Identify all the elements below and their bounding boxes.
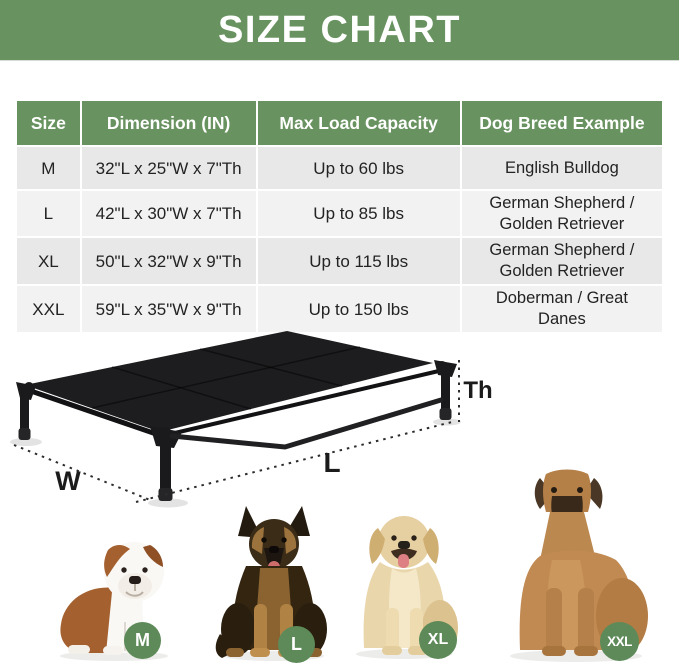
banner [0, 0, 679, 61]
col-header-breed: Dog Breed Example [462, 101, 662, 145]
size-cell: M [17, 147, 80, 189]
table-row [17, 238, 662, 284]
size-badge-m: M [124, 622, 161, 659]
table-row [17, 147, 662, 189]
width-dimension-line [14, 445, 150, 500]
width-dimension-label: W [55, 466, 81, 496]
capacity-cell: Up to 85 lbs [258, 191, 460, 236]
dimension-cell: 59"L x 35"W x 9"Th [82, 286, 256, 332]
table-header-row [17, 101, 662, 145]
table-row [17, 191, 662, 236]
size-cell: L [17, 191, 80, 236]
size-badge-l: L [278, 626, 315, 663]
size-badge-xxl: XXL [600, 622, 639, 661]
length-dimension-label: L [323, 447, 341, 478]
bed-fabric-surface [25, 331, 433, 432]
breed-cell: German Shepherd / Golden Retriever [462, 238, 662, 284]
dimension-cell: 32"L x 25"W x 7"Th [82, 147, 256, 189]
thickness-dimension-label: Th [463, 377, 493, 404]
size-cell: XXL [17, 286, 80, 332]
size-cell: XL [17, 238, 80, 284]
breed-cell: English Bulldog [462, 147, 662, 189]
capacity-cell: Up to 60 lbs [258, 147, 460, 189]
size-table [15, 99, 664, 334]
col-header-capacity: Max Load Capacity [258, 101, 460, 145]
breed-cell: German Shepherd / Golden Retriever [462, 191, 662, 236]
dimension-cell: 50"L x 32"W x 9"Th [82, 238, 256, 284]
size-badge-xl: XL [419, 621, 457, 659]
dog-photo-german-shepherd [212, 502, 336, 662]
col-header-dimension: Dimension (IN) [82, 101, 256, 145]
capacity-cell: Up to 150 lbs [258, 286, 460, 332]
dimension-cell: 42"L x 30"W x 7"Th [82, 191, 256, 236]
capacity-cell: Up to 115 lbs [258, 238, 460, 284]
col-header-size: Size [17, 101, 80, 145]
elevated-bed-diagram [0, 320, 500, 515]
page-title: SIZE CHART [218, 8, 461, 51]
breed-cell: Doberman / Great Danes [462, 286, 662, 332]
length-dimension-line [136, 422, 452, 502]
